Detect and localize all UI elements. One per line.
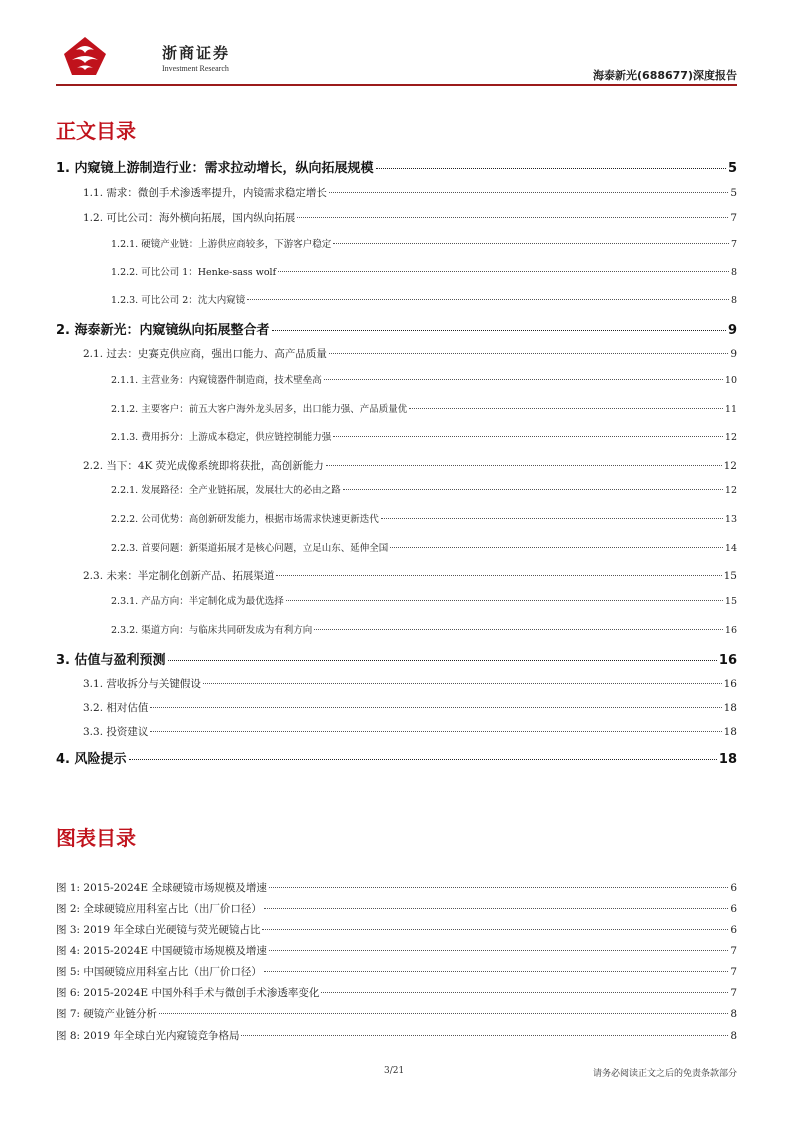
toc-entry-page: 13 xyxy=(724,514,737,525)
toc-entry-text: 2.2.3. 首要问题：新渠道拓展才是核心问题，立足山东、延伸全国 xyxy=(111,543,389,554)
dot-leader xyxy=(269,886,728,888)
toc-entry-page: 15 xyxy=(723,570,737,582)
header-divider xyxy=(56,84,737,86)
dot-leader xyxy=(269,949,728,951)
dot-leader xyxy=(241,1034,728,1036)
toc-entry-text: 2.1. 过去：史赛克供应商，强出口能力、高产品质量 xyxy=(83,348,327,360)
toc-entry-page: 7 xyxy=(730,239,737,250)
toc-entry[interactable] xyxy=(56,568,737,583)
dot-leader xyxy=(150,706,721,708)
figure-entry[interactable] xyxy=(56,1028,737,1043)
toc-entry-text: 3.2. 相对估值 xyxy=(83,702,149,714)
toc-entry-page: 16 xyxy=(723,678,737,690)
dot-leader xyxy=(343,488,723,490)
toc-entry-page: 10 xyxy=(724,375,737,386)
toc-entry-page: 12 xyxy=(723,460,737,472)
dot-leader xyxy=(409,407,723,409)
dot-leader xyxy=(324,378,723,380)
dot-leader xyxy=(168,659,717,661)
toc-entry-text: 2. 海泰新光：内窥镜纵向拓展整合者 xyxy=(56,323,270,338)
figure-entry-page: 7 xyxy=(730,945,737,957)
figure-entry-page: 6 xyxy=(730,882,737,894)
dot-leader xyxy=(129,758,717,760)
brand-subtitle: Investment Research xyxy=(162,64,229,73)
toc-entry[interactable] xyxy=(56,511,737,525)
toc-entry-text: 1. 内窥镜上游制造行业：需求拉动增长，纵向拓展规模 xyxy=(56,161,374,176)
dot-leader xyxy=(326,464,722,466)
toc-entry[interactable] xyxy=(56,292,737,306)
toc-entry-page: 9 xyxy=(730,348,737,360)
toc-entry[interactable] xyxy=(56,346,737,361)
toc-entry[interactable] xyxy=(56,319,737,338)
toc-entry-text: 2.2.2. 公司优势：高创新研发能力，根据市场需求快速更新迭代 xyxy=(111,514,379,525)
figure-entry[interactable] xyxy=(56,964,737,979)
page-number: 3/21 xyxy=(384,1066,405,1076)
toc-entry-page: 18 xyxy=(723,726,737,738)
toc-entry-page: 12 xyxy=(724,432,737,443)
toc-heading: 正文目录 xyxy=(56,119,136,143)
dot-leader xyxy=(376,167,726,169)
toc-entry[interactable] xyxy=(56,622,737,636)
dot-leader xyxy=(262,928,728,930)
toc-entry-text: 2.1.1. 主营业务：内窥镜器件制造商，技术壁垒高 xyxy=(111,375,322,386)
toc-entry-page: 7 xyxy=(730,212,737,224)
toc-entry[interactable] xyxy=(56,185,737,200)
figure-entry[interactable] xyxy=(56,1006,737,1021)
toc-entry-page: 9 xyxy=(727,323,737,338)
figure-entry-text: 图 7: 硬镜产业链分析 xyxy=(56,1008,157,1020)
toc-entry[interactable] xyxy=(56,676,737,691)
figure-entry-text: 图 1: 2015-2024E 全球硬镜市场规模及增速 xyxy=(56,882,267,894)
dot-leader xyxy=(314,628,723,630)
figure-entry[interactable] xyxy=(56,985,737,1000)
figure-entry-page: 8 xyxy=(730,1008,737,1020)
figure-entry-page: 7 xyxy=(730,987,737,999)
toc-entry-page: 8 xyxy=(730,267,737,278)
toc-entry[interactable] xyxy=(56,724,737,739)
figure-entry-text: 图 3: 2019 年全球白光硬镜与荧光硬镜占比 xyxy=(56,924,261,936)
dot-leader xyxy=(321,991,728,993)
figure-entry-text: 图 8: 2019 年全球白光内窥镜竞争格局 xyxy=(56,1030,240,1042)
toc-entry-text: 3.3. 投资建议 xyxy=(83,726,149,738)
brand-name: 浙商证券 xyxy=(162,44,231,62)
figure-entry[interactable] xyxy=(56,922,737,937)
dot-leader xyxy=(329,191,728,193)
zheshang-logo-icon xyxy=(62,36,108,76)
dot-leader xyxy=(276,574,721,576)
toc-entry-text: 1.2.2. 可比公司 1：Henke-sass wolf xyxy=(111,267,277,278)
toc-entry[interactable] xyxy=(56,482,737,496)
dot-leader xyxy=(159,1012,728,1014)
disclaimer-note: 请务必阅读正文之后的免责条款部分 xyxy=(592,1069,737,1079)
toc-entry-page: 14 xyxy=(724,543,737,554)
toc-entry-text: 2.2. 当下：4K 荧光成像系统即将获批，高创新能力 xyxy=(83,460,324,472)
toc-entry-text: 1.2. 可比公司：海外横向拓展，国内纵向拓展 xyxy=(83,212,296,224)
figure-entry-page: 8 xyxy=(730,1030,737,1042)
toc-entry-page: 12 xyxy=(724,485,737,496)
figure-list-heading: 图表目录 xyxy=(56,826,136,850)
toc-entry-text: 1.2.1. 硬镜产业链：上游供应商较多，下游客户稳定 xyxy=(111,239,332,250)
report-title: 海泰新光(688677)深度报告 xyxy=(593,69,737,82)
toc-entry[interactable] xyxy=(56,401,737,415)
dot-leader xyxy=(264,970,728,972)
toc-entry-page: 11 xyxy=(724,404,737,415)
toc-entry-text: 1.2.3. 可比公司 2：沈大内窥镜 xyxy=(111,295,246,306)
dot-leader xyxy=(333,435,723,437)
toc-entry-text: 2.3.2. 渠道方向：与临床共同研发成为有利方向 xyxy=(111,625,313,636)
toc-entry-text: 2.2.1. 发展路径：全产业链拓展，发展壮大的必由之路 xyxy=(111,485,341,496)
page-header xyxy=(56,34,737,84)
figure-entry-text: 图 5: 中国硬镜应用科室占比（出厂价口径） xyxy=(56,966,262,978)
toc-entry-text: 3. 估值与盈利预测 xyxy=(56,653,166,668)
toc-entry-text: 2.3. 未来：半定制化创新产品、拓展渠道 xyxy=(83,570,275,582)
toc-entry-page: 16 xyxy=(718,653,737,668)
toc-entry[interactable] xyxy=(56,210,737,225)
toc-entry-page: 5 xyxy=(730,187,737,199)
figure-entry[interactable] xyxy=(56,901,737,916)
toc-entry[interactable] xyxy=(56,429,737,443)
toc-entry[interactable] xyxy=(56,264,737,278)
figure-entry-page: 6 xyxy=(730,924,737,936)
dot-leader xyxy=(329,352,728,354)
toc-entry[interactable] xyxy=(56,372,737,386)
figure-entry[interactable] xyxy=(56,880,737,895)
toc-entry-page: 18 xyxy=(723,702,737,714)
figure-entry-text: 图 2: 全球硬镜应用科室占比（出厂价口径） xyxy=(56,903,262,915)
toc-entry-page: 16 xyxy=(724,625,737,636)
dot-leader xyxy=(264,907,728,909)
dot-leader xyxy=(150,730,721,732)
figure-entry-text: 图 6: 2015-2024E 中国外科手术与微创手术渗透率变化 xyxy=(56,987,320,999)
dot-leader xyxy=(381,517,723,519)
toc-entry-text: 2.1.3. 费用拆分：上游成本稳定，供应链控制能力强 xyxy=(111,432,332,443)
toc-entry[interactable] xyxy=(56,593,737,607)
toc-entry[interactable] xyxy=(56,157,737,176)
dot-leader xyxy=(247,298,729,300)
dot-leader xyxy=(278,270,729,272)
toc-entry-text: 2.3.1. 产品方向：半定制化成为最优选择 xyxy=(111,596,284,607)
toc-entry-text: 2.1.2. 主要客户：前五大客户海外龙头居多，出口能力强、产品质量优 xyxy=(111,404,408,415)
toc-entry[interactable] xyxy=(56,540,737,554)
toc-entry-page: 8 xyxy=(730,295,737,306)
dot-leader xyxy=(203,682,722,684)
toc-entry[interactable] xyxy=(56,458,737,473)
toc-entry[interactable] xyxy=(56,649,737,668)
toc-entry-text: 4. 风险提示 xyxy=(56,752,127,767)
dot-leader xyxy=(297,216,728,218)
toc-entry[interactable] xyxy=(56,748,737,767)
figure-entry[interactable] xyxy=(56,943,737,958)
toc-entry-text: 3.1. 营收拆分与关键假设 xyxy=(83,678,201,690)
dot-leader xyxy=(333,242,729,244)
toc-entry[interactable] xyxy=(56,236,737,250)
toc-entry-page: 5 xyxy=(727,161,737,176)
toc-entry-page: 18 xyxy=(718,752,737,767)
toc-entry-text: 1.1. 需求：微创手术渗透率提升，内镜需求稳定增长 xyxy=(83,187,327,199)
figure-entry-text: 图 4: 2015-2024E 中国硬镜市场规模及增速 xyxy=(56,945,267,957)
figure-entry-page: 6 xyxy=(730,903,737,915)
dot-leader xyxy=(390,546,723,548)
toc-entry[interactable] xyxy=(56,700,737,715)
dot-leader xyxy=(272,329,726,331)
dot-leader xyxy=(286,599,723,601)
figure-entry-page: 7 xyxy=(730,966,737,978)
toc-entry-page: 15 xyxy=(724,596,737,607)
